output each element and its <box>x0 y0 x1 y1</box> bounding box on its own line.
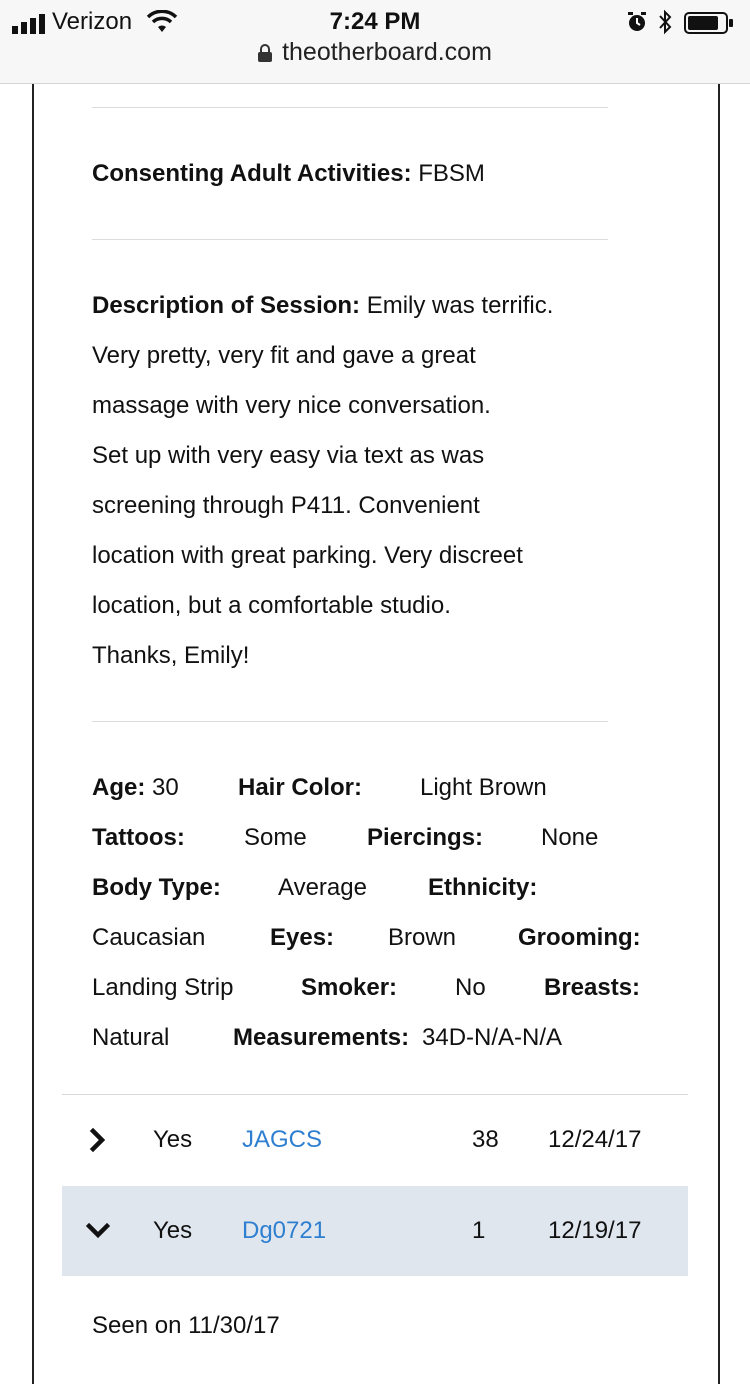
description-line: location, but a comfortable studio. <box>92 592 451 619</box>
bluetooth-icon <box>657 9 673 35</box>
breasts-label: Breasts: <box>544 974 641 1001</box>
age-value: 30 <box>152 774 179 801</box>
carrier-name: Verizon <box>52 8 133 35</box>
description-line: location with great parking. Very discreet <box>92 542 523 569</box>
divider <box>92 107 608 108</box>
grooming-value: Landing Strip <box>92 974 234 1001</box>
tattoos-value: Some <box>244 824 307 851</box>
body-value: Average <box>278 874 367 901</box>
chevron-right-icon[interactable] <box>86 1128 110 1152</box>
description-line: Emily was terrific. <box>366 292 554 319</box>
review-count: 1 <box>472 1217 486 1244</box>
lock-icon <box>258 44 272 62</box>
activities-label: Consenting Adult Activities: <box>92 160 412 187</box>
activities-value: FBSM <box>418 160 485 187</box>
smoker-value: No <box>455 974 486 1001</box>
divider <box>92 721 608 722</box>
tattoos-label: Tattoos: <box>92 824 185 851</box>
battery-icon <box>684 12 734 34</box>
review-date: 12/24/17 <box>548 1126 642 1153</box>
ethnicity-label: Ethnicity: <box>428 874 538 901</box>
description-line: Thanks, Emily! <box>92 642 250 669</box>
review-count: 38 <box>472 1126 499 1153</box>
reviewer-link[interactable]: JAGCS <box>242 1126 323 1153</box>
body-label: Body Type: <box>92 874 221 901</box>
table-row[interactable] <box>62 1186 688 1276</box>
hair-value: Light Brown <box>420 774 547 801</box>
url-text: theotherboard.com <box>282 38 492 66</box>
review-date: 12/19/17 <box>548 1217 642 1244</box>
measurements-value: 34D-N/A-N/A <box>422 1024 563 1051</box>
chevron-down-icon[interactable] <box>86 1219 110 1243</box>
measurements-label: Measurements: <box>233 1024 410 1051</box>
seen-on-text: Seen on 11/30/17 <box>92 1312 280 1339</box>
piercings-label: Piercings: <box>367 824 484 851</box>
description-line: Very pretty, very fit and gave a great <box>92 342 476 369</box>
breasts-value: Natural <box>92 1024 170 1051</box>
grooming-label: Grooming: <box>518 924 641 951</box>
eyes-label: Eyes: <box>270 924 335 951</box>
description-line: screening through P411. Convenient <box>92 492 480 519</box>
description-line: Set up with very easy via text as was <box>92 442 485 469</box>
hair-label: Hair Color: <box>238 774 363 801</box>
table-row[interactable] <box>62 1095 688 1185</box>
description-label: Description of Session: <box>92 292 361 319</box>
ethnicity-value: Caucasian <box>92 924 206 951</box>
clock-time: 7:24 PM <box>329 8 421 35</box>
description-block <box>92 281 612 681</box>
status-bar <box>0 0 750 84</box>
activities-line <box>92 149 612 199</box>
recommend-value: Yes <box>153 1126 193 1153</box>
divider <box>92 239 608 240</box>
reviewer-link[interactable]: Dg0721 <box>242 1217 327 1244</box>
description-line: massage with very nice conversation. <box>92 392 491 419</box>
address-bar[interactable] <box>0 38 750 74</box>
smoker-label: Smoker: <box>301 974 398 1001</box>
recommend-value: Yes <box>153 1217 193 1244</box>
age-label: Age: <box>92 774 146 801</box>
alarm-icon <box>626 11 648 33</box>
piercings-value: None <box>541 824 599 851</box>
eyes-value: Brown <box>388 924 457 951</box>
